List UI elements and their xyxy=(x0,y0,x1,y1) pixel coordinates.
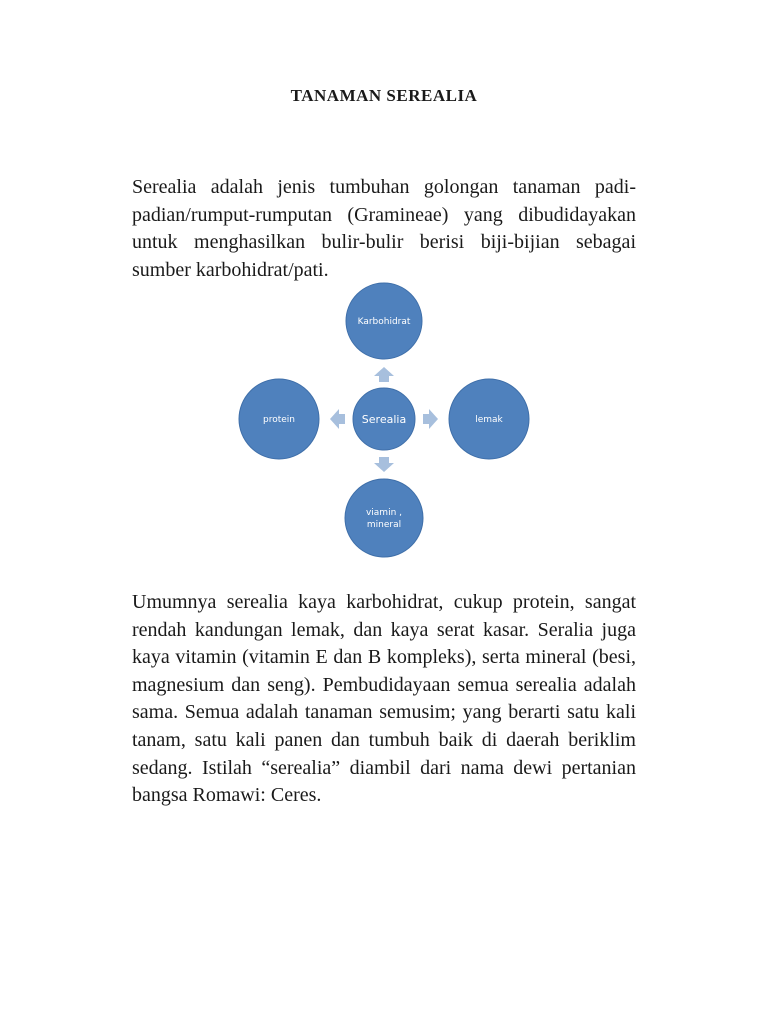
node-bottom-label-2: mineral xyxy=(366,520,402,530)
node-bottom-label-1: viamin , xyxy=(365,508,403,518)
arrow-up xyxy=(374,367,394,382)
arrow-right xyxy=(423,409,438,429)
node-right-label: lemak xyxy=(475,415,503,425)
node-center-label: Serealia xyxy=(361,413,407,426)
arrow-down xyxy=(374,457,394,472)
intro-paragraph: Serealia adalah jenis tumbuhan golongan tanaman padi-padian/rumput-rumputan (Gramineae) yang dibudidayakan untuk menghasilkan bulir-bulir berisi biji-bijian sebagai sumber karbohidrat/pati. xyxy=(132,176,636,281)
node-bottom xyxy=(345,479,423,557)
body-paragraph: Umumnya serealia kaya karbohidrat, cukup protein, sangat rendah kandungan lemak, dan kaya serat kasar. Seralia juga kaya vitamin (vitamin E dan B kompleks), serta mineral (besi, magnesium dan seng). Pembudidayaan semua serealia adalah sama. Semua adalah tanaman semusim; yang berarti satu kali tanam, satu kali panen dan tumbuh baik di daerah beriklim sedang. Istilah “serealia” diambil dari nama dewi pertanian bangsa Romawi: Ceres. xyxy=(132,591,636,807)
node-top-label: Karbohidrat xyxy=(357,317,411,327)
page-title: TANAMAN SEREALIA xyxy=(290,86,478,105)
arrow-left xyxy=(330,409,345,429)
node-left-label: protein xyxy=(263,415,295,425)
